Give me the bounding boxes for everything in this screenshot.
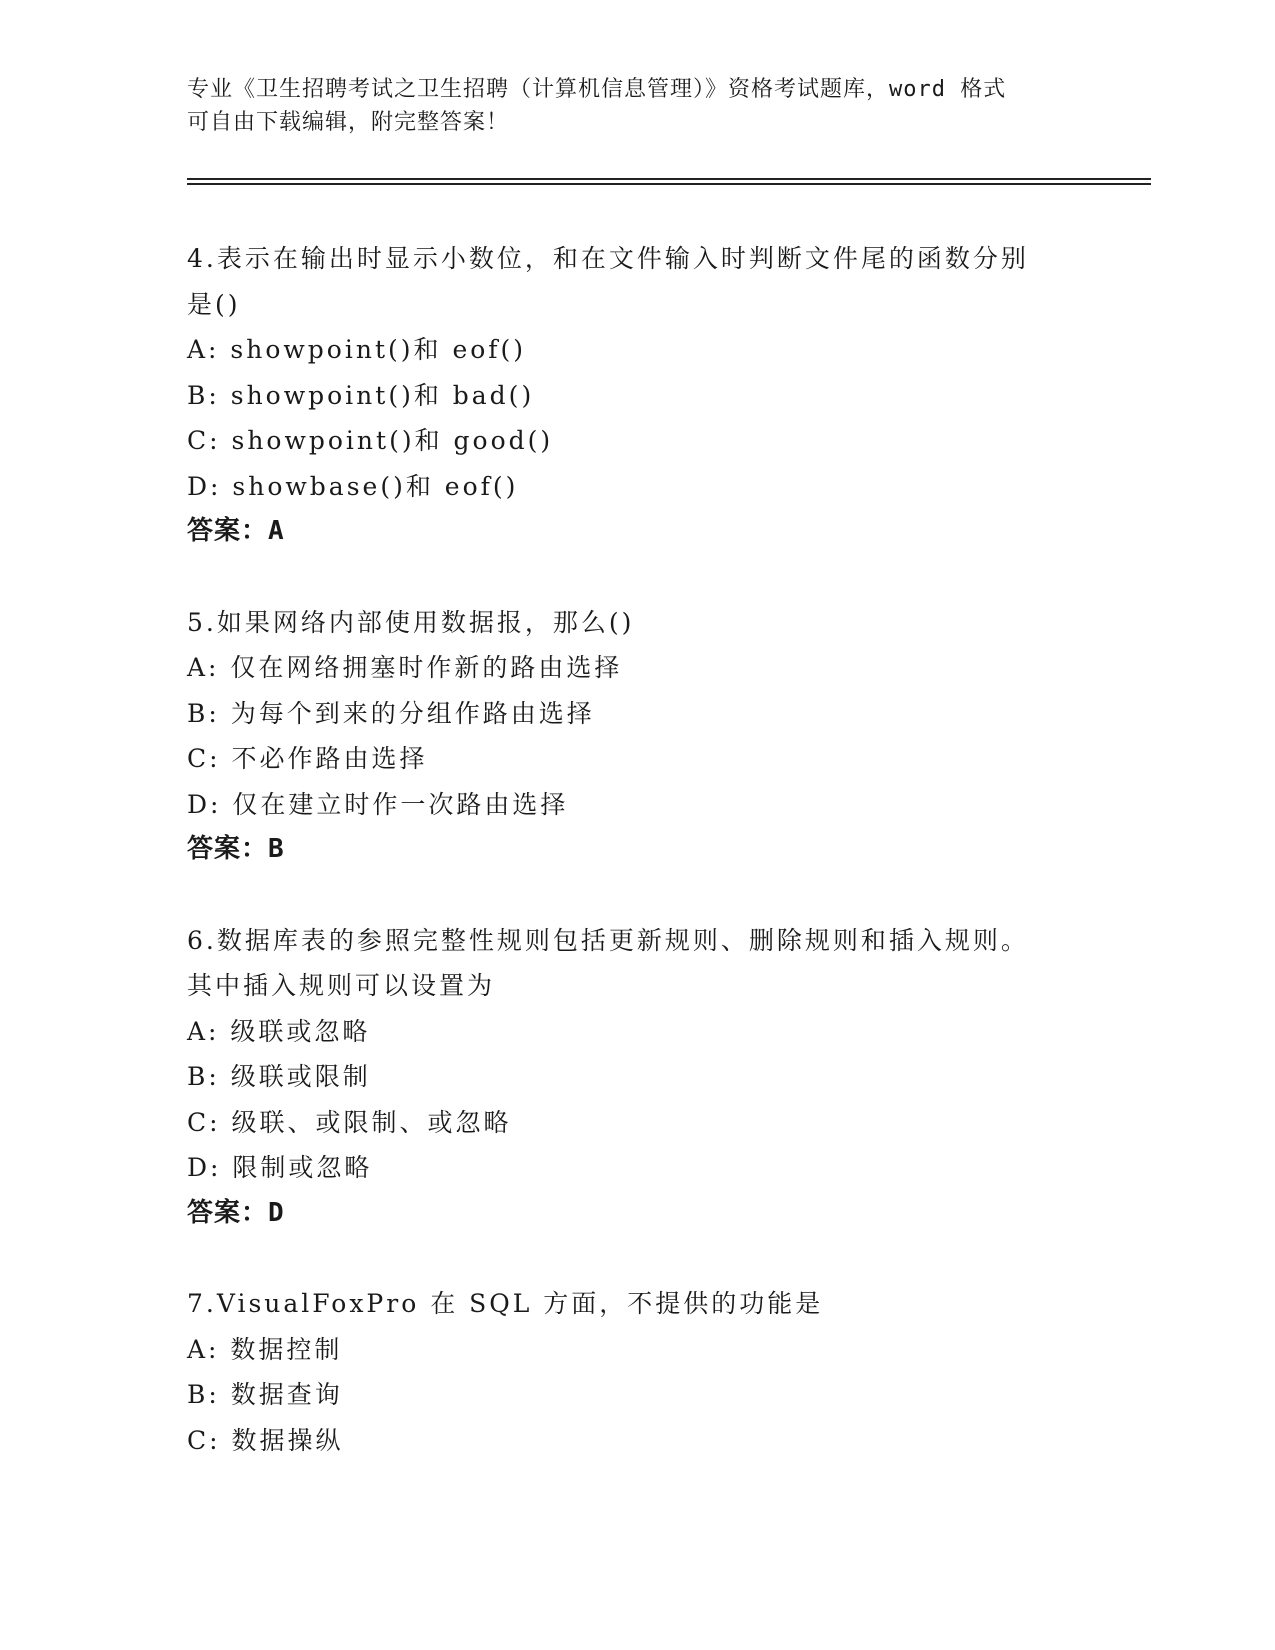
question-stem: 6.数据库表的参照完整性规则包括更新规则、删除规则和插入规则。: [187, 925, 1029, 955]
question-stem: 7.VisualFoxPro 在 SQL 方面，不提供的功能是: [187, 1289, 824, 1318]
option-c: C: 数据操纵: [187, 1425, 344, 1455]
question-spacer: [187, 1236, 1087, 1281]
option-a: A: 级联或忽略: [187, 1016, 371, 1046]
option-c: C: 级联、或限制、或忽略: [187, 1107, 512, 1137]
question-5: [187, 600, 1087, 873]
question-stem-continued: 其中插入规则可以设置为: [187, 971, 496, 1000]
document-header: [187, 73, 1067, 139]
question-stem-continued: 是(): [187, 289, 241, 319]
question-stem: 5.如果网络内部使用数据报，那么(): [187, 607, 635, 637]
question-spacer: [187, 873, 1087, 918]
option-b: B: 数据查询: [187, 1380, 343, 1409]
option-d: D: 仅在建立时作一次路由选择: [187, 789, 569, 819]
answer: 答案：A: [187, 516, 285, 546]
option-d: D: 限制或忽略: [187, 1153, 373, 1182]
question-6: [187, 918, 1087, 1237]
answer: 答案：D: [187, 1197, 285, 1228]
header-line-2: 可自由下载编辑，附完整答案！: [187, 110, 510, 135]
question-4: [187, 236, 1087, 555]
option-b: B: 级联或限制: [187, 1062, 371, 1091]
header-divider-bottom: [187, 183, 1151, 185]
option-a: A: 数据控制: [187, 1334, 343, 1364]
option-a: A: showpoint()和 eof(): [187, 335, 527, 364]
option-b: B: showpoint()和 bad(): [187, 380, 535, 410]
header-line-1: 专业《卫生招聘考试之卫生招聘（计算机信息管理）》资格考试题库，word 格式: [187, 77, 1007, 102]
option-c: C: 不必作路由选择: [187, 744, 428, 773]
question-stem: 4.表示在输出时显示小数位，和在文件输入时判断文件尾的函数分别: [187, 244, 1029, 273]
option-b: B: 为每个到来的分组作路由选择: [187, 698, 595, 728]
question-7: [187, 1281, 1087, 1463]
question-list: [187, 236, 1087, 1463]
answer: 答案：B: [187, 834, 285, 864]
option-a: A: 仅在网络拥塞时作新的路由选择: [187, 653, 623, 682]
header-divider-top: [187, 178, 1151, 180]
question-spacer: [187, 555, 1087, 600]
option-d: D: showbase()和 eof(): [187, 471, 519, 501]
option-c: C: showpoint()和 good(): [187, 426, 554, 455]
